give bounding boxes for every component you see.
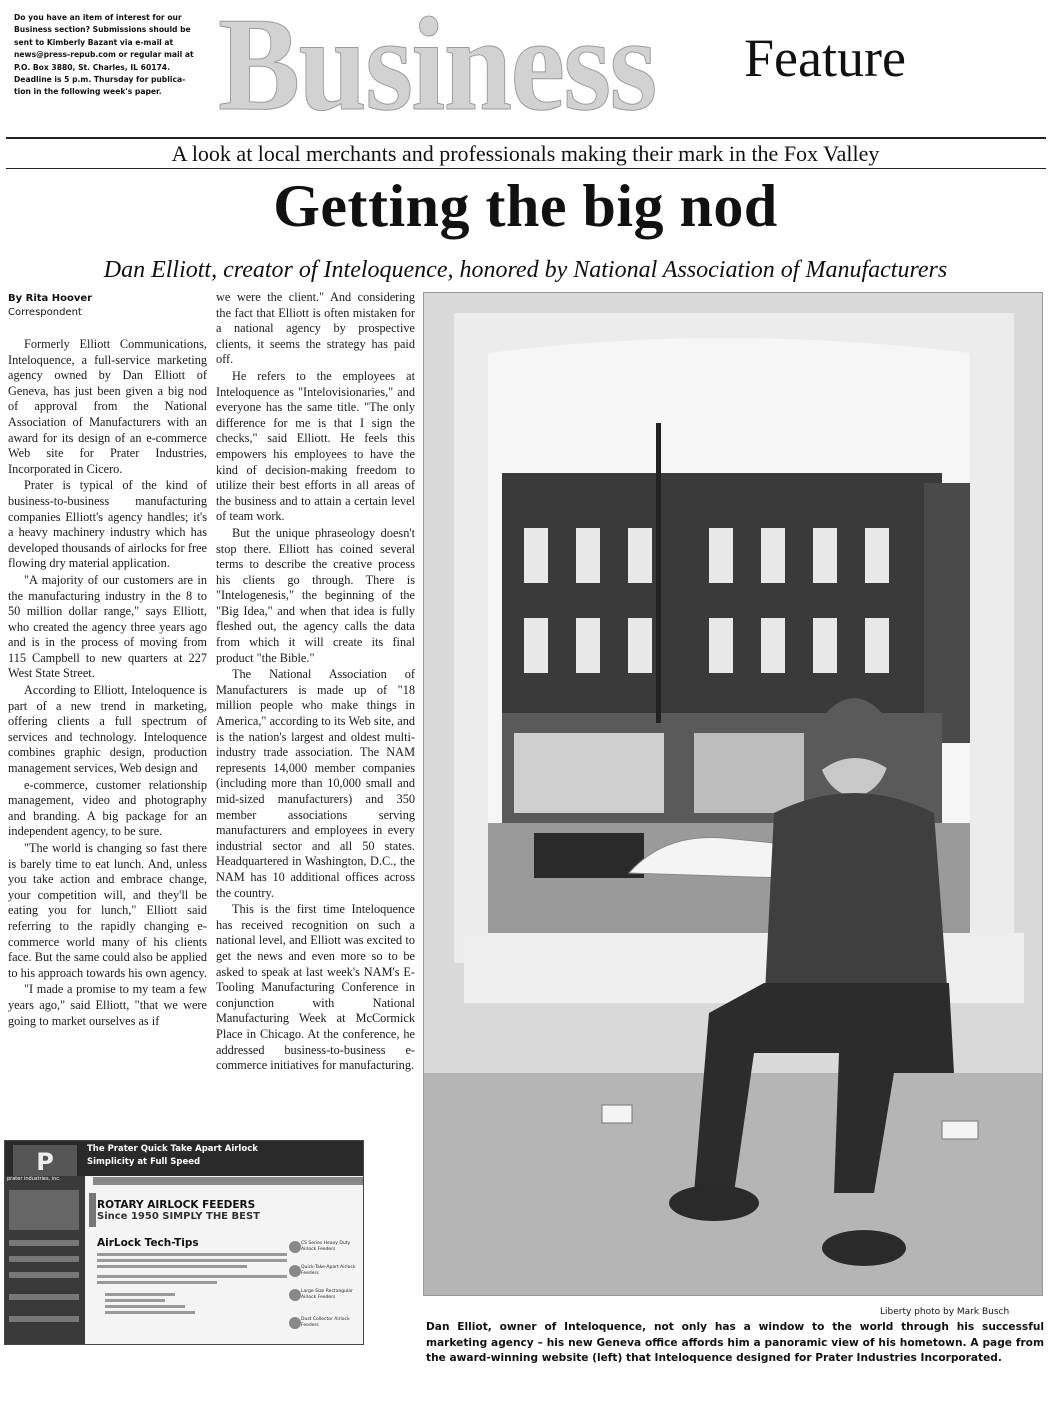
submission-note-line: Business section? Submissions should be xyxy=(14,25,191,35)
paragraph: Formerly Elliott Communications, Inteloquence, a full-service marketing agency owned by Dan Elliott of Geneva, has just been given a big nod of approval from the National Association of Manufacturers with an award for its design of an e-commerce Web site for Prater Industries, Incorporated in Cicero. xyxy=(8,337,207,476)
feature-photo-illustration xyxy=(424,293,1043,1296)
section-subtitle: Feature xyxy=(744,28,906,88)
website-text-line xyxy=(105,1299,165,1302)
deck: Dan Elliott, creator of Inteloquence, honored by National Association of Manufacturers xyxy=(103,257,948,283)
website-tips-title: AirLock Tech-Tips xyxy=(97,1237,199,1249)
photo-outlet xyxy=(602,1105,632,1123)
submission-note xyxy=(14,12,214,99)
paragraph: According to Elliott, Inteloquence is part of a new trend in marketing, offering clients a full spectrum of services and technology. Inteloquence combines graphic design, production management services, Web design and xyxy=(8,683,207,776)
website-title: The Prater Quick Take Apart Airlock xyxy=(87,1144,258,1154)
website-product-icon xyxy=(289,1241,301,1253)
section-tagline: A look at local merchants and professionals making their mark in the Fox Valley xyxy=(171,141,880,166)
website-sidebar-menu xyxy=(9,1294,79,1300)
photo-lamppost xyxy=(656,423,661,723)
masthead-rule xyxy=(6,137,1046,139)
photo-store-window xyxy=(514,733,664,813)
website-product-link: Quick-Take-Apart Airlock Feeders xyxy=(301,1265,356,1276)
website-product-icon xyxy=(289,1317,301,1329)
website-screenshot xyxy=(4,1140,364,1345)
website-product-icon xyxy=(289,1265,301,1277)
paragraph: "A majority of our customers are in the manufacturing industry in the 8 to 50 million dollar range," says Elliott, who created the agency three years ago and is in the process of moving from 115 Campbell to new quarters at 227 West State Street. xyxy=(8,572,207,681)
website-sidebar-menu xyxy=(9,1272,79,1278)
website-text-line xyxy=(97,1253,287,1256)
website-text-line xyxy=(97,1281,217,1284)
website-logo: P xyxy=(13,1145,77,1179)
website-sidebar-menu xyxy=(9,1256,79,1262)
paragraph: e-commerce, customer relationship management, video and photography and branding. A big package for an independent agency, to be sure. xyxy=(8,777,207,839)
photo-caption: Dan Elliot, owner of Inteloquence, not only has a window to the world through his successful marketing agency – his new Geneva office affords him a panoramic view of his hometown. A page from the award-winning website (left) that Inteloquence designed for Prater Industries Incorporated. xyxy=(426,1321,1044,1365)
photo-man-sweater xyxy=(764,793,949,1013)
photo-man-shoe xyxy=(822,1230,906,1266)
website-text-line xyxy=(97,1259,287,1262)
website-sidebar-label: prater industries, inc. xyxy=(7,1176,61,1182)
website-text-line xyxy=(105,1293,175,1296)
photo-building-side xyxy=(924,483,970,743)
website-main-subtitle: Since 1950 SIMPLY THE BEST xyxy=(97,1211,260,1222)
submission-note-line: P.O. Box 3880, St. Charles, IL 60174. xyxy=(14,62,170,72)
website-text-line xyxy=(105,1311,195,1314)
photo-man-shoe xyxy=(669,1185,759,1221)
photo-credit: Liberty photo by Mark Busch xyxy=(880,1307,1010,1317)
feature-photo xyxy=(423,292,1043,1296)
website-text-line xyxy=(105,1305,185,1308)
website-sidebar xyxy=(5,1176,85,1345)
paragraph: Prater is typical of the kind of business-to-business manufacturing companies Elliott's agency handles; it's a heavy machinery industry which has developed thousands of airlocks for free flowing dry material application. xyxy=(8,478,207,571)
submission-note-line: Do you have an item of interest for our xyxy=(14,13,182,22)
website-sidebar-menu xyxy=(9,1316,79,1322)
headline: Getting the big nod xyxy=(273,173,778,239)
byline: By Rita Hoover xyxy=(8,293,93,304)
section-title: Business xyxy=(218,0,656,138)
paragraph: we were the client." And considering the fact that Elliott is often mistaken for a national agency by prospective clients, it seems the strategy has paid off. xyxy=(216,290,415,367)
article-column-1 xyxy=(8,337,207,1130)
photo-truck xyxy=(534,833,644,878)
website-main-title: ROTARY AIRLOCK FEEDERS xyxy=(97,1199,256,1211)
paragraph: But the unique phraseology doesn't stop there. Elliott has coined several terms to describe the creative process his clients go through. There is "Intelogenesis," the beginning of the "Big Idea," and when that idea is fully fleshed out, the agency calls the data from which it will create its final product "the Bible." xyxy=(216,525,415,665)
website-text-line xyxy=(97,1275,287,1278)
submission-note-line: tion in the following week's paper. xyxy=(14,87,162,97)
paragraph: "I made a promise to my team a few years ago," said Elliott, "that we were going to market ourselves as if xyxy=(8,982,207,1028)
website-sidebar-graphic xyxy=(9,1190,79,1230)
website-product-link: Dust Collector Airlock Feeders xyxy=(301,1317,350,1328)
paragraph: This is the first time Inteloquence has received recognition on such a national level, and Elliott was excited to get the news and even more so to be asked to speak at last week's NAM's E-Tooling Manufacturing Conference in conjunction with National Manufacturing Week at McCormick Place in Chicago. At the conference, he addressed business-to-business e-commerce initiatives for manufacturing. xyxy=(216,902,415,1073)
website-sidebar-menu xyxy=(9,1240,79,1246)
photo-store-window xyxy=(694,733,804,813)
website-product-link: Large Size Rectangular Airlock Feeders xyxy=(301,1289,353,1300)
paragraph: "The world is changing so fast there is barely time to eat lunch. And, unless you take action and embrace change, your competition will, and they'll be eating you for lunch," Elliott said referring to the rapidly changing e-commerce world many of his clients face. But the same could also be applied to his approach towards his own agency. xyxy=(8,841,207,980)
submission-note-line: sent to Kimberly Bazant via e-mail at xyxy=(14,37,174,47)
photo-building xyxy=(502,473,942,743)
paragraph: He refers to the employees at Inteloquence as "Intelovisionaries," and everyone has the same title. "The only difference for me is that I sign the checks," said Elliott. He feels this empowers his employees to have the kind of decision-making freedom to utilize their best efforts in all areas of the business and to attain a certain level of team work. xyxy=(216,368,415,524)
website-slogan: Simplicity at Full Speed xyxy=(87,1157,201,1167)
website-text-line xyxy=(97,1265,247,1268)
website-product-icon xyxy=(289,1289,301,1301)
submission-note-line: Deadline is 5 p.m. Thursday for publica- xyxy=(14,75,186,85)
photo-outlet xyxy=(942,1121,978,1139)
website-nav-bar xyxy=(93,1177,363,1185)
website-feeder-icon xyxy=(89,1193,96,1227)
website-product-link: CS Series Heavy Duty Airlock Feeders xyxy=(301,1241,351,1252)
submission-note-line: news@press-repub.com or regular mail at xyxy=(14,50,194,60)
paragraph: The National Association of Manufacturers is made up of "18 million people who make things in America," according to its Web site, and is the nation's largest and oldest multi-industry trade association. The NAM represents 14,000 member companies (including more than 10,000 small and mid-sized manufacturers) and 350 member associations serving manufacturers and employees in every industrial sector and all 50 states. Headquartered in Washington, D.C., the NAM has 10 additional offices across the country. xyxy=(216,667,415,900)
article-column-2 xyxy=(216,290,415,1135)
byline-role: Correspondent xyxy=(8,307,82,318)
